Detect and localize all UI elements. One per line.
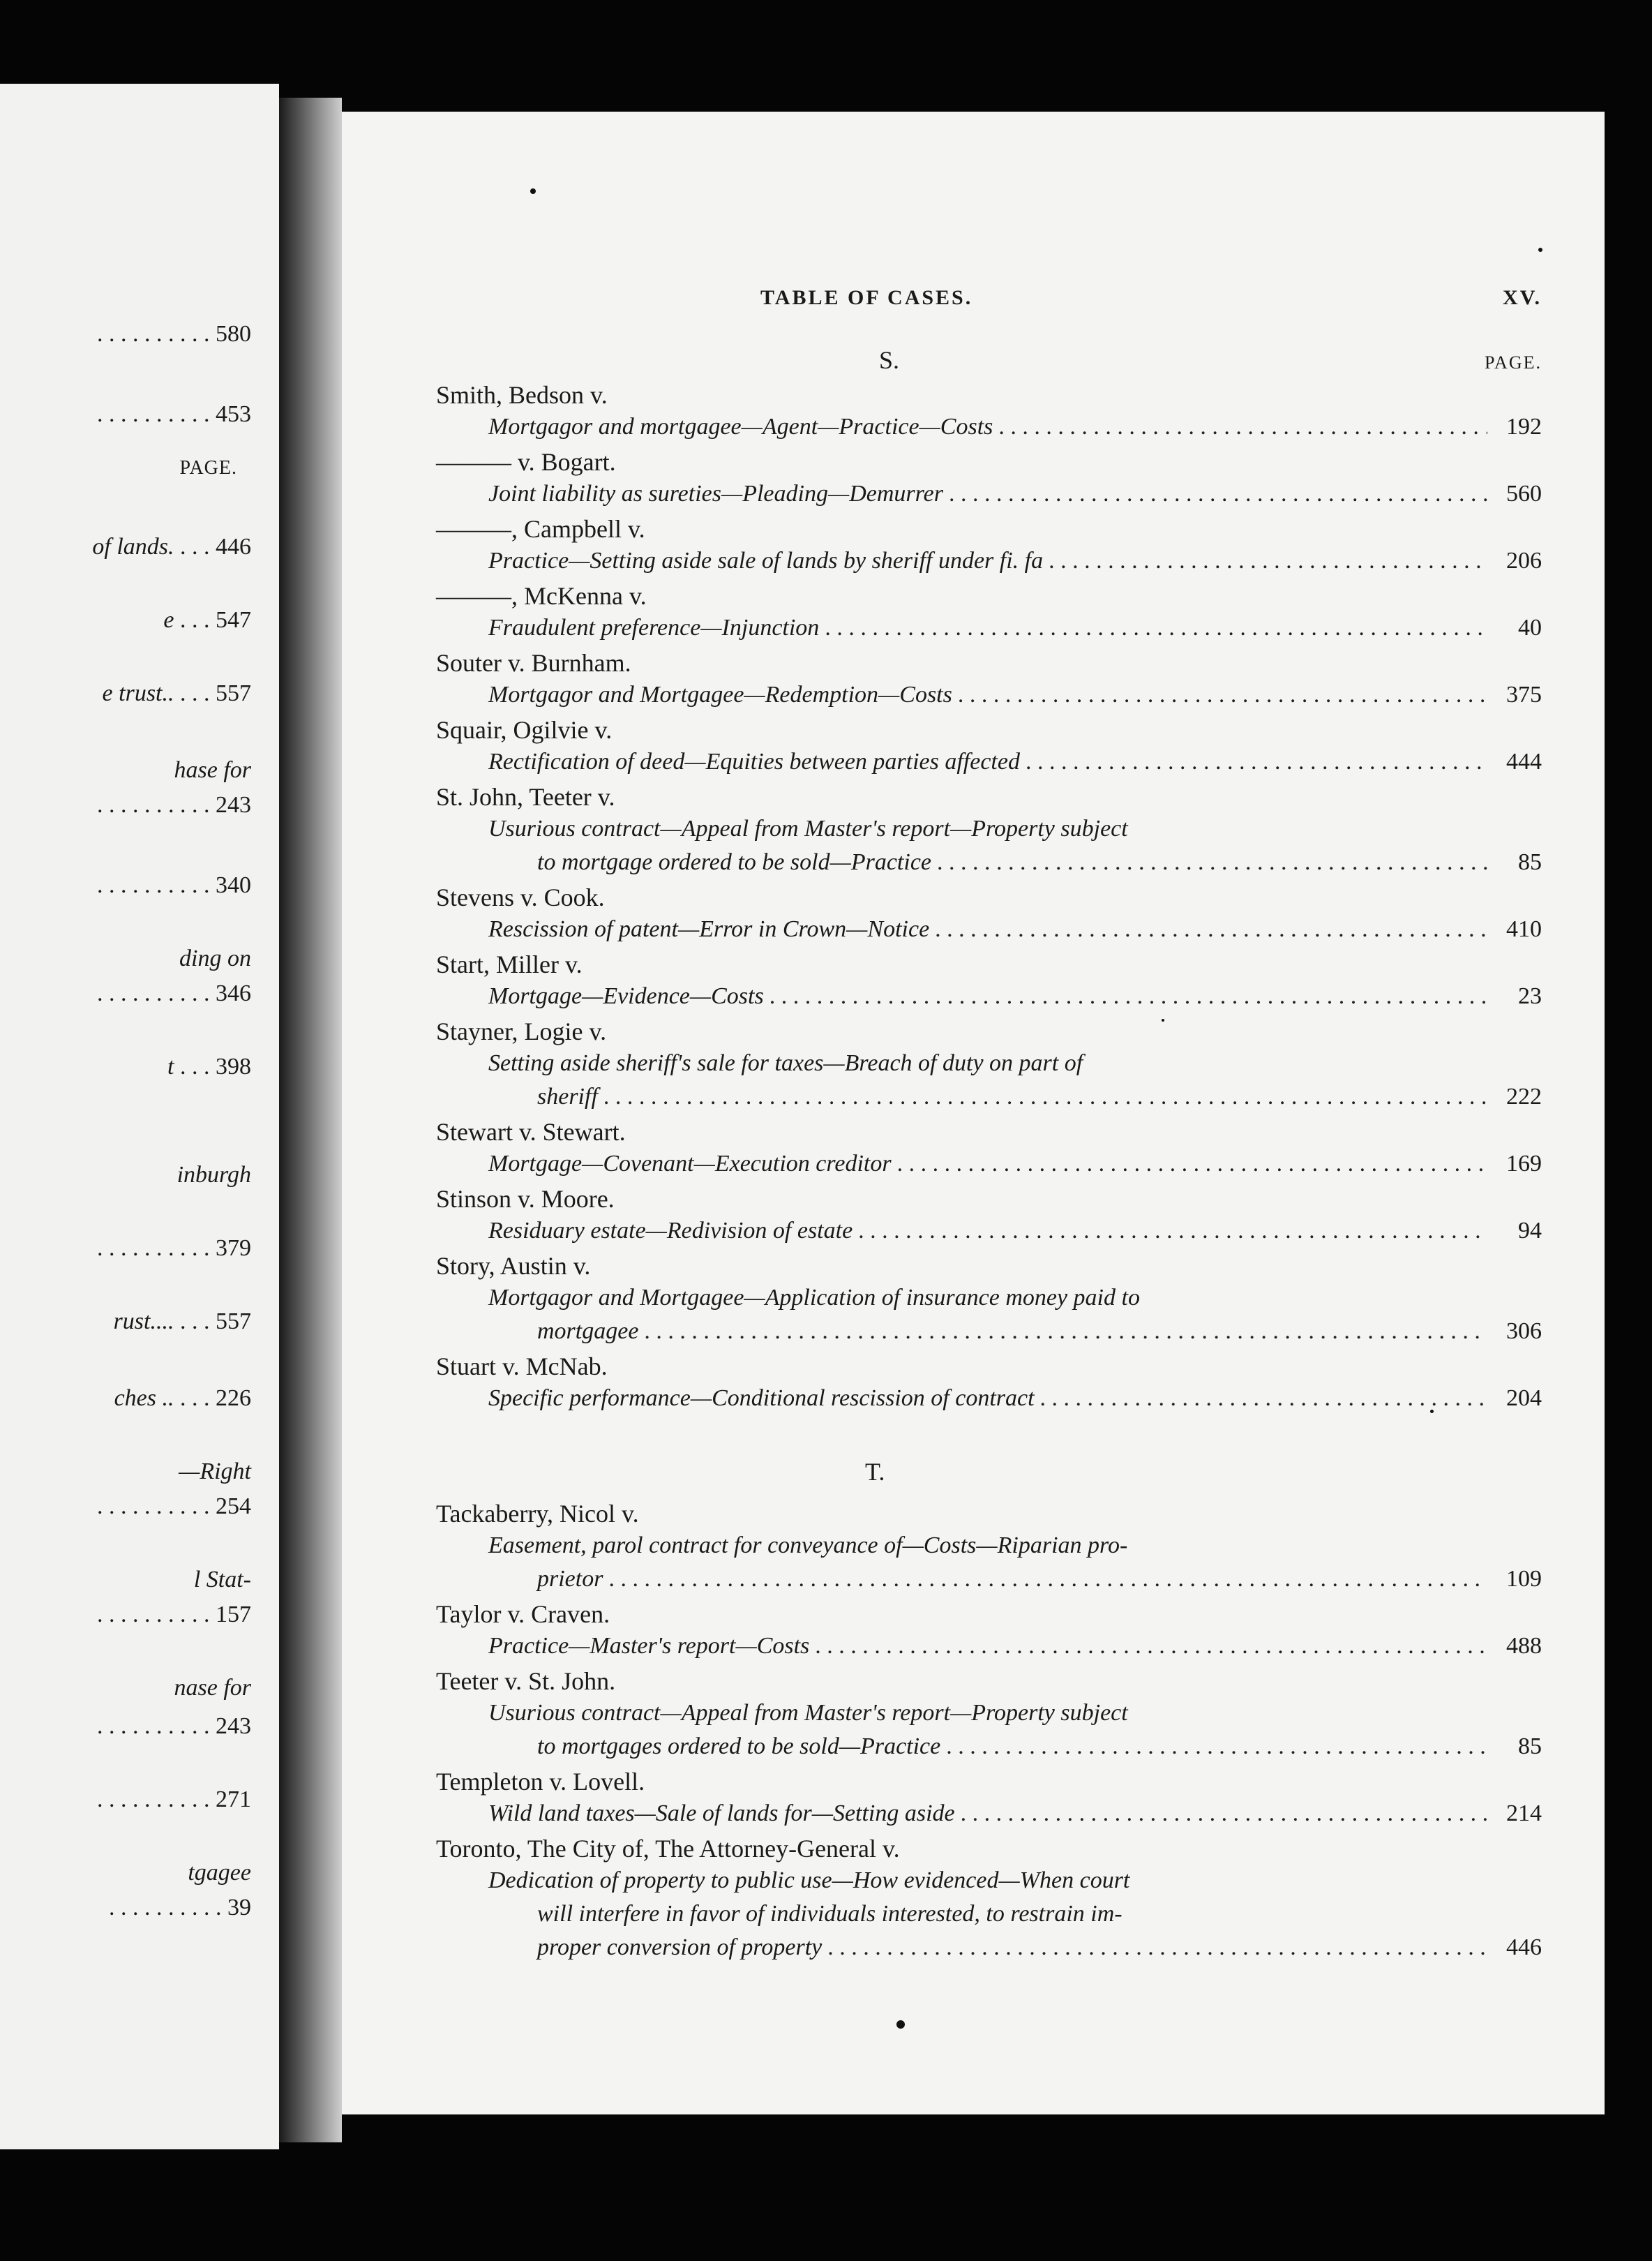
left-page-label: PAGE. xyxy=(179,457,237,479)
case-name: Squair, Ogilvie v. xyxy=(436,716,613,744)
case-name: Tackaberry, Nicol v. xyxy=(436,1500,639,1528)
description-text: Usurious contract—Appeal from Master's report—Property subject xyxy=(488,816,1128,842)
left-page-item xyxy=(179,946,251,972)
left-page-item-text: —Right xyxy=(179,1458,251,1484)
leader-dots: . . . . . . . . . . xyxy=(97,1786,216,1812)
description-text: Fraudulent preference—Injunction xyxy=(488,615,820,641)
leader-dots xyxy=(937,849,1487,876)
left-page-item-page: 453 xyxy=(216,401,251,427)
case-name: ——— v. Bogart. xyxy=(436,448,616,476)
case-name: Souter v. Burnham. xyxy=(436,649,631,677)
leader-dots xyxy=(961,1800,1487,1827)
description-text: Mortgage—Evidence—Costs xyxy=(488,983,764,1009)
description-text: to mortgages ordered to be sold—Practice xyxy=(537,1733,941,1759)
case-description xyxy=(537,1084,1542,1110)
page-reference: 204 xyxy=(1506,1385,1542,1411)
left-page-item xyxy=(97,401,251,428)
case-name: ———, Campbell v. xyxy=(436,515,645,543)
case-description xyxy=(537,1318,1542,1345)
print-speck xyxy=(896,2020,905,2029)
case-description xyxy=(488,1385,1542,1412)
description-text: Mortgage—Covenant—Execution creditor xyxy=(488,1151,892,1177)
leader-dots: . . . xyxy=(174,1054,216,1080)
left-page-item-page: 157 xyxy=(216,1602,251,1627)
print-speck xyxy=(1430,1410,1434,1413)
left-page-item-text: ding on xyxy=(179,946,251,971)
case-description xyxy=(488,682,1542,708)
case-name: Story, Austin v. xyxy=(436,1252,591,1280)
page-reference: 169 xyxy=(1506,1151,1542,1177)
description-text: Mortgagor and Mortgagee—Application of insurance money paid to xyxy=(488,1285,1140,1311)
left-page-item xyxy=(174,1675,252,1701)
left-page-item xyxy=(103,680,251,707)
case-name: Templeton v. Lovell. xyxy=(436,1768,645,1796)
left-page-item xyxy=(114,1308,251,1335)
case-name: Teeter v. St. John. xyxy=(436,1667,616,1695)
case-description xyxy=(537,1566,1542,1592)
description-text: Usurious contract—Appeal from Master's report—Property subject xyxy=(488,1700,1128,1726)
leader-dots: . . . xyxy=(174,1385,216,1411)
leader-dots: . . . . . . . . . . xyxy=(97,401,216,427)
leader-dots: . . . xyxy=(174,534,216,560)
case-name: Toronto, The City of, The Attorney-General v. xyxy=(436,1835,900,1863)
case-description xyxy=(488,1633,1542,1659)
case-name: Smith, Bedson v. xyxy=(436,381,608,409)
left-page-item-text: e trust.. xyxy=(102,680,174,706)
left-page-item-page: 580 xyxy=(216,321,251,347)
page-reference: 85 xyxy=(1518,849,1542,875)
description-text: Setting aside sheriff's sale for taxes—Breach of duty on part of xyxy=(488,1050,1083,1076)
leader-dots: . . . . . . . . . . xyxy=(97,1602,216,1627)
page-reference: 306 xyxy=(1506,1318,1542,1344)
case-description xyxy=(488,983,1542,1010)
print-speck xyxy=(530,188,536,194)
left-page-item-text: ches .. xyxy=(114,1385,174,1411)
left-page-item xyxy=(97,1235,251,1262)
leader-dots xyxy=(998,414,1487,440)
left-page-item xyxy=(97,1493,251,1520)
description-text: to mortgage ordered to be sold—Practice xyxy=(537,849,932,875)
case-description xyxy=(488,548,1542,574)
print-speck xyxy=(1538,248,1542,252)
running-title: TABLE OF CASES. xyxy=(760,286,973,309)
case-description xyxy=(488,1151,1542,1177)
description-text: sheriff xyxy=(537,1084,598,1110)
leader-dots: . . . xyxy=(174,680,216,706)
left-page-item-text: l Stat- xyxy=(193,1567,251,1592)
left-page-item-page: 39 xyxy=(227,1895,251,1920)
description-text: mortgagee xyxy=(537,1318,639,1344)
description-text: Practice—Master's report—Costs xyxy=(488,1633,810,1659)
case-description xyxy=(488,414,1542,440)
case-name: Stevens v. Cook. xyxy=(436,883,605,911)
left-page-item xyxy=(188,1860,251,1886)
left-page-item-page: 547 xyxy=(216,607,251,633)
page-reference: 444 xyxy=(1506,749,1542,775)
leader-dots: . . . xyxy=(174,607,216,633)
left-page-item xyxy=(97,872,251,899)
left-page-item-text: nase for xyxy=(174,1675,251,1701)
leader-dots xyxy=(935,916,1487,943)
page-reference: 560 xyxy=(1506,481,1542,507)
leader-dots xyxy=(897,1151,1487,1177)
case-description xyxy=(537,1901,1542,1927)
left-page-item xyxy=(97,1602,251,1628)
left-page-item xyxy=(97,1713,251,1740)
description-text: prietor xyxy=(537,1566,603,1592)
case-description xyxy=(537,849,1542,876)
leader-dots xyxy=(958,682,1487,708)
left-facing-page xyxy=(0,84,279,2149)
description-text: Dedication of property to public use—How evidenced—When court xyxy=(488,1867,1130,1893)
left-page-item-page: 446 xyxy=(216,534,251,560)
description-text: Wild land taxes—Sale of lands for—Setting aside xyxy=(488,1800,955,1826)
case-description xyxy=(488,1867,1542,1894)
case-name: Stayner, Logie v. xyxy=(436,1017,607,1045)
case-name: Start, Miller v. xyxy=(436,950,583,978)
page-reference: 40 xyxy=(1518,615,1542,641)
left-page-item-page: 340 xyxy=(216,872,251,898)
case-description xyxy=(488,1800,1542,1827)
description-text: Rescission of patent—Error in Crown—Notice xyxy=(488,916,930,942)
left-page-item xyxy=(97,792,251,819)
book-gutter xyxy=(279,98,342,2142)
case-description xyxy=(488,1050,1542,1077)
page-reference: 85 xyxy=(1518,1733,1542,1759)
leader-dots xyxy=(825,615,1487,641)
left-page-item-text: t xyxy=(167,1054,174,1080)
left-page-item-page: 557 xyxy=(216,680,251,706)
case-description xyxy=(488,1218,1542,1244)
main-page xyxy=(342,112,1605,2114)
left-page-item-page: 398 xyxy=(216,1054,251,1080)
page-reference: 488 xyxy=(1506,1633,1542,1659)
page-reference: 109 xyxy=(1506,1566,1542,1592)
left-page-item-page: 346 xyxy=(216,980,251,1006)
description-text: Specific performance—Conditional rescission of contract xyxy=(488,1385,1035,1411)
case-description xyxy=(488,481,1542,507)
left-page-item-page: 254 xyxy=(216,1493,251,1519)
description-text: Mortgagor and mortgagee—Agent—Practice—Costs xyxy=(488,414,993,440)
case-description xyxy=(488,816,1542,842)
leader-dots: . . . . . . . . . . xyxy=(97,1713,216,1739)
leader-dots xyxy=(608,1566,1487,1592)
page-reference: 214 xyxy=(1506,1800,1542,1826)
case-name: Taylor v. Craven. xyxy=(436,1600,610,1628)
left-page-item xyxy=(163,607,251,634)
left-page-item-page: 557 xyxy=(216,1308,251,1334)
left-page-item-text: inburgh xyxy=(177,1162,251,1188)
leader-dots: . . . . . . . . . . xyxy=(97,1235,216,1261)
leader-dots xyxy=(644,1318,1487,1345)
page-reference: 446 xyxy=(1506,1934,1542,1960)
case-description xyxy=(488,749,1542,775)
page-reference: 192 xyxy=(1506,414,1542,440)
case-name: Stewart v. Stewart. xyxy=(436,1118,626,1146)
leader-dots: . . . . . . . . . . xyxy=(97,980,216,1006)
left-page-item xyxy=(97,1786,251,1813)
left-page-item-page: 379 xyxy=(216,1235,251,1261)
left-page-item xyxy=(97,321,251,348)
page-reference: 410 xyxy=(1506,916,1542,942)
left-page-item xyxy=(109,1895,251,1921)
left-page-item-page: 243 xyxy=(216,1713,251,1739)
left-page-item-page: 243 xyxy=(216,792,251,818)
left-page-item xyxy=(92,534,251,560)
leader-dots xyxy=(949,481,1487,507)
description-text: Residuary estate—Redivision of estate xyxy=(488,1218,853,1244)
case-description xyxy=(537,1934,1542,1961)
left-page-item-text: e xyxy=(163,607,174,633)
leader-dots xyxy=(1049,548,1487,574)
leader-dots xyxy=(603,1084,1487,1110)
page-reference: 375 xyxy=(1506,682,1542,708)
description-text: Mortgagor and Mortgagee—Redemption—Costs xyxy=(488,682,952,708)
leader-dots: . . . . . . . . . . xyxy=(97,321,216,347)
description-text: Joint liability as sureties—Pleading—Demurrer xyxy=(488,481,943,507)
case-description xyxy=(488,1285,1542,1311)
leader-dots: . . . . . . . . . . xyxy=(109,1895,227,1920)
case-name: ———, McKenna v. xyxy=(436,582,647,610)
description-text: Practice—Setting aside sale of lands by sheriff under fi. fa xyxy=(488,548,1044,574)
description-text: Rectification of deed—Equities between parties affected xyxy=(488,749,1020,775)
section-letter: S. xyxy=(879,346,900,374)
print-speck xyxy=(1162,1019,1164,1022)
leader-dots xyxy=(1040,1385,1487,1412)
page-reference: 94 xyxy=(1518,1218,1542,1244)
leader-dots: . . . . . . . . . . xyxy=(97,1493,216,1519)
case-description xyxy=(488,1700,1542,1726)
description-text: proper conversion of property xyxy=(537,1934,823,1960)
leader-dots: . . . . . . . . . . xyxy=(97,792,216,818)
left-page-item xyxy=(177,1162,251,1188)
leader-dots xyxy=(769,983,1487,1010)
case-name: Stinson v. Moore. xyxy=(436,1185,615,1213)
leader-dots xyxy=(827,1934,1487,1961)
left-page-item xyxy=(194,1567,251,1593)
description-text: Easement, parol contract for conveyance of—Costs—Riparian pro- xyxy=(488,1532,1128,1558)
left-page-item xyxy=(97,980,251,1007)
leader-dots: . . . xyxy=(174,1308,216,1334)
page-reference: 222 xyxy=(1506,1084,1542,1110)
leader-dots xyxy=(815,1633,1487,1659)
description-text: will interfere in favor of individuals interested, to restrain im- xyxy=(537,1901,1122,1927)
case-name: St. John, Teeter v. xyxy=(436,783,615,811)
left-page-item-text: of lands. xyxy=(92,534,174,560)
section-letter: T. xyxy=(865,1458,885,1486)
leader-dots xyxy=(858,1218,1487,1244)
case-description xyxy=(488,615,1542,641)
left-page-item-text: tgagee xyxy=(188,1860,251,1886)
page-reference: 23 xyxy=(1518,983,1542,1009)
case-description xyxy=(488,916,1542,943)
left-page-item-page: 271 xyxy=(216,1786,251,1812)
left-page-item xyxy=(179,1458,251,1485)
page-number: XV. xyxy=(1503,286,1542,309)
left-page-item-text: rust.... xyxy=(113,1308,174,1334)
page-reference: 206 xyxy=(1506,548,1542,574)
left-page-item-text: hase for xyxy=(174,757,251,783)
left-page-item xyxy=(167,1054,251,1080)
leader-dots: . . . . . . . . . . xyxy=(97,872,216,898)
left-page-item-page: 226 xyxy=(216,1385,251,1411)
leader-dots xyxy=(946,1733,1487,1760)
left-page-item xyxy=(174,757,252,784)
page-column-label: PAGE. xyxy=(1484,352,1542,373)
case-name: Stuart v. McNab. xyxy=(436,1352,608,1380)
case-description xyxy=(488,1532,1542,1559)
case-description xyxy=(537,1733,1542,1760)
left-page-item xyxy=(114,1385,251,1412)
leader-dots xyxy=(1026,749,1487,775)
